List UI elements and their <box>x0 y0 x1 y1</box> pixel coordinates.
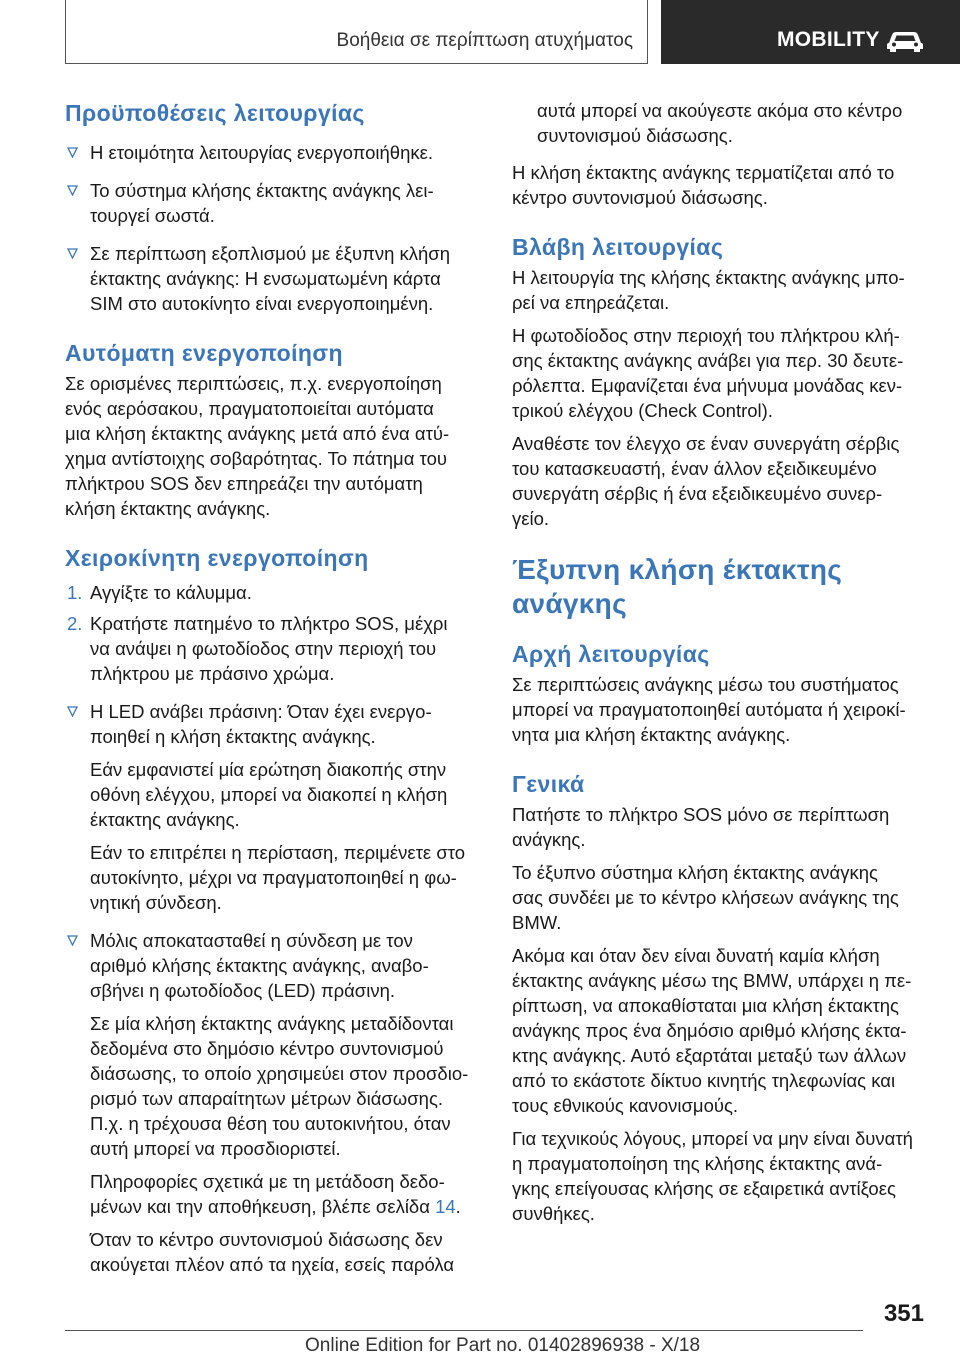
list-item: Το σύστημα κλήσης έκτακτης ανάγκης λει‐ τουργεί σωστά. <box>65 178 485 228</box>
paragraph: Η λειτουργία της κλήσης έκτακτης ανάγκης μπο‐ ρεί να επηρεάζεται. <box>512 267 905 313</box>
right-column <box>512 98 930 1226</box>
section-heading-malfunction: Βλάβη λειτουργίας <box>512 234 724 260</box>
section-heading-manual: Χειροκίνητη ενεργοποίηση <box>65 545 369 571</box>
paragraph: Αναθέστε τον έλεγχο σε έναν συνεργάτη σέρβις του κατασκευαστή, έναν άλλον εξειδικευμένο συνεργάτη σέρβις ή ένα εξειδικευμένο συνερ‐ γείο. <box>512 433 900 529</box>
paragraph: Για τεχνικούς λόγους, μπορεί να μην είναι δυνατή η πραγματοποίηση της κλήσης έκτακτης ανά‐ γκης επείγουσας κλήσης σε εξαιρετικά αντίξοες συνθήκες. <box>512 1128 913 1224</box>
triangle-bullet-icon <box>67 147 78 158</box>
list-item: Η ετοιμότητα λειτουργίας ενεργοποιήθηκε. <box>65 140 485 165</box>
paragraph: Η κλήση έκτακτης ανάγκης τερματίζεται από το κέντρο συντονισμού διάσωσης. <box>512 162 895 208</box>
step-item: 2. Κρατήστε πατημένο το πλήκτρο SOS, μέχρι να ανάψει η φωτοδίοδος στην περιοχή του πλήκτρου με πράσινο χρώμα. <box>67 613 448 684</box>
left-column <box>65 98 485 1277</box>
chapter-tab <box>65 0 648 64</box>
page-header <box>0 0 960 66</box>
brand-label: MOBILITY <box>777 28 880 51</box>
continued-paragraph: αυτά μπορεί να ακούγεστε ακόμα στο κέντρο συντονισμού διάσωσης. <box>537 100 903 146</box>
section-heading-principle: Αρχή λειτουργίας <box>512 641 710 667</box>
triangle-bullet-icon <box>67 185 78 196</box>
page-number: 351 <box>883 1300 924 1327</box>
paragraph: Σε περιπτώσεις ανάγκης μέσω του συστήματος μπορεί να πραγματοποιηθεί αυτόματα ή χειροκί‐ νητα μια κλήση έκτακτης ανάγκης. <box>512 674 906 745</box>
list-item: Μόλις αποκατασταθεί η σύνδεση με τον αριθμό κλήσης έκτακτης ανάγκης, αναβο‐ σβήνει η φωτοδίοδος (LED) πράσινη. Σε μία κλήση έκτακτης ανάγκης μεταδίδονται δεδομένα στο δημόσιο κέντρο συντονισμού διάσωσης, το οποίο χρησιμεύει στον προσδιο‐ ρισμό των απαραίτητων μέτρων διάσωσης. Π.χ. η τρέχουσα θέση του αυτοκινήτου, όταν αυτή μπορεί να προσδιοριστεί. Πληροφορίες σχετικά με τη μετάδοση δεδο‐ μένων και την αποθήκευση, βλέπε σελίδα 14. Όταν το κέντρο συντονισμού διάσωσης δεν ακούγεται πλέον από τα ηχεία, εσείς παρόλα <box>65 928 485 1277</box>
triangle-bullet-icon <box>67 248 78 259</box>
paragraph: Πατήστε το πλήκτρο SOS μόνο σε περίπτωση ανάγκης. <box>512 804 890 850</box>
paragraph: Ακόμα και όταν δεν είναι δυνατή καμία κλήση έκτακτης ανάγκης μέσω της BMW, υπάρχει η πε‐ ρίπτωση, να αποκαθίσταται μια κλήση έκτακτης ανάγκης προς ένα δημόσιο αριθμό κλήσης έκτα‐ κτης ανάγκης. Αυτό εξαρτάται μεταξύ των άλλων από το εκάστοτε δίκτυο κινητής τηλεφωνίας και τους εθνικούς κανονισμούς. <box>512 945 912 1116</box>
section-heading-automatic: Αυτόματη ενεργοποίηση <box>65 340 343 366</box>
step-item: 1. Αγγίξτε το κάλυμμα. <box>67 582 252 603</box>
list-item: Η LED ανάβει πράσινη: Όταν έχει ενεργο‐ ποιηθεί η κλήση έκτακτης ανάγκης. Εάν εμφανιστεί μία ερώτηση διακοπής στην οθόνη ελέγχου, μπορεί να διακοπεί η κλήση έκτακτης ανάγκης. Εάν το επιτρέπει η περίσταση, περιμένετε στο αυτοκίνητο, μέχρι να πραγματοποιηθεί η φω‐ νητική σύνδεση. <box>65 699 485 915</box>
paragraph: Σε ορισμένες περιπτώσεις, π.χ. ενεργοποίηση ενός αερόσακου, πραγματοποιείται αυτόματα μια κλήση έκτακτης ανάγκης μετά από ένα ατύ‐ χημα αντίστοιχης σοβαρότητας. Το πάτημα του πλήκτρου SOS δεν επηρεάζει την αυτόματη κλήση έκτακτης ανάγκης. <box>65 373 450 519</box>
edition-text: Online Edition for Part no. 01402896938 - X/18 <box>305 1335 701 1356</box>
brand-bar <box>661 0 960 64</box>
step-number: 2. <box>67 613 83 634</box>
paragraph: Η φωτοδίοδος στην περιοχή του πλήκτρου κλή‐ σης έκτακτης ανάγκης ανάβει για περ. 30 δευτε‐ ρόλεπτα. Εμφανίζεται ένα μήνυμα μονάδας κεν‐ τρικού ελέγχου (Check Control). <box>512 325 904 421</box>
list-item: Σε περίπτωση εξοπλισμού με έξυπνη κλήση έκτακτης ανάγκης: Η ενσωματωμένη κάρτα SIM στο αυτοκίνητο είναι ενεργοποιημένη. <box>65 241 485 316</box>
page-reference-link[interactable]: 14 <box>435 1196 456 1217</box>
car-icon <box>885 26 925 52</box>
triangle-bullet-icon <box>67 706 78 717</box>
step-number: 1. <box>67 582 83 603</box>
triangle-bullet-icon <box>67 935 78 946</box>
paragraph: Το έξυπνο σύστημα κλήση έκτακτης ανάγκης σας συνδέει με το κέντρο κλήσεων ανάγκης της BMW. <box>512 862 899 933</box>
section-heading-general: Γενικά <box>512 771 585 797</box>
section-heading-prerequisites: Προϋποθέσεις λειτουργίας <box>65 100 365 126</box>
footer-divider <box>65 1330 863 1331</box>
chapter-title: Βοήθεια σε περίπτωση ατυχήματος <box>336 30 633 51</box>
chapter-heading-intelligent-emergency-call: Έξυπνη κλήση έκτακτης ανάγκης <box>512 554 843 619</box>
